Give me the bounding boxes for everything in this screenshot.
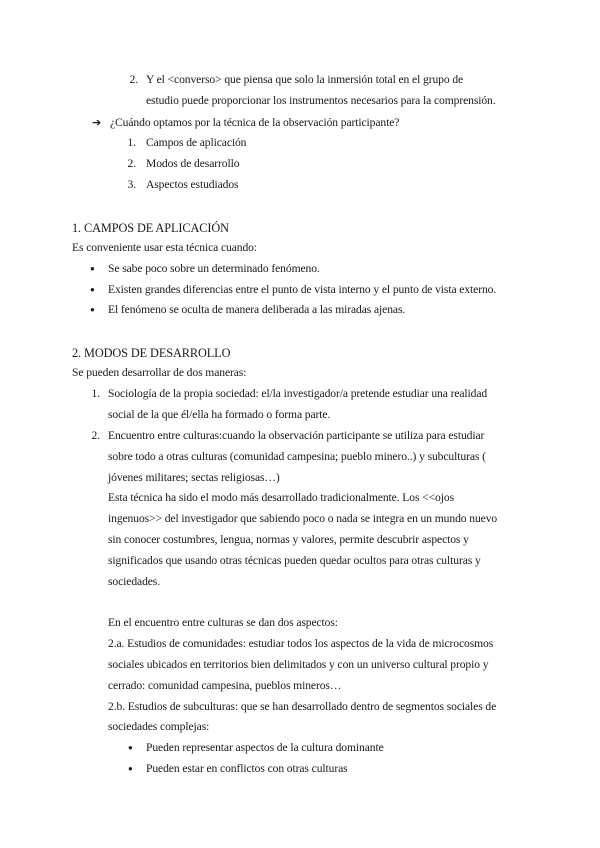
bullet-item: Se sabe poco sobre un determinado fenómeno. [108, 262, 320, 275]
list-number: 1. [127, 136, 136, 149]
list-item: Aspectos estudiados [146, 178, 239, 191]
aspect-a-line: cerrado: comunidad campesina, pueblos mineros… [108, 679, 342, 692]
list-number: 2. [127, 157, 136, 170]
list-item-text-line: ingenuos>> del investigador que sabiendo poco o nada se integra en un mundo nuevo [108, 512, 498, 525]
arrow-icon: ➔ [92, 116, 102, 129]
list-item: Campos de aplicación [146, 136, 247, 149]
list-number: 2. [91, 429, 100, 442]
aspect-b-line: 2.b. Estudios de subculturas: que se han desarrollado dentro de segmentos sociales de [108, 700, 497, 713]
bullet-icon: ● [128, 764, 133, 773]
list-number: 1. [91, 387, 100, 400]
list-item-text-line: estudio puede proporcionar los instrumentos necesarios para la comprensión. [146, 94, 496, 107]
list-item-text-line: social de la que él/ella ha formado o forma parte. [108, 408, 331, 421]
list-item-text-line: Esta técnica ha sido el modo más desarrollado tradicionalmente. Los <<ojos [108, 491, 454, 504]
aspects-intro: En el encuentro entre culturas se dan dos aspectos: [108, 616, 338, 629]
aspect-b-line: sociedades complejas: [108, 720, 210, 733]
list-item-text-line: Encuentro entre culturas:cuando la observación participante se utiliza para estudiar [108, 429, 485, 442]
bullet-icon: ● [128, 743, 133, 752]
list-item-text-line: sobre todo a otras culturas (comunidad campesina; pueblo minero..) y subculturas ( [108, 450, 486, 463]
list-item-text-line: Y el <converso> que piensa que solo la inmersión total en el grupo de [146, 73, 464, 86]
list-item-text-line: jóvenes militares; sectas religiosas…) [108, 471, 280, 484]
list-item-text-line: significados que usando otras técnicas pueden quedar ocultos para otras culturas y [108, 554, 481, 567]
question-text: ¿Cuándo optamos por la técnica de la observación participante? [110, 116, 400, 129]
section-intro: Es conveniente usar esta técnica cuando: [72, 241, 257, 254]
list-item-text-line: Sociología de la propia sociedad: el/la investigador/a pretende estudiar una realidad [108, 387, 488, 400]
bullet-icon: ● [90, 264, 95, 273]
aspect-a-line: 2.a. Estudios de comunidades: estudiar todos los aspectos de la vida de microcosmos [108, 637, 494, 650]
bullet-icon: ● [90, 285, 95, 294]
section-heading: 1. CAMPOS DE APLICACIÓN [72, 221, 229, 235]
bullet-item: Existen grandes diferencias entre el punto de vista interno y el punto de vista externo. [108, 283, 497, 296]
section-heading: 2. MODOS DE DESARROLLO [72, 346, 231, 360]
list-number: 3. [127, 178, 136, 191]
sub-bullet-item: Pueden estar en conflictos con otras culturas [146, 762, 348, 775]
bullet-icon: ● [90, 305, 95, 314]
sub-bullet-item: Pueden representar aspectos de la cultura dominante [146, 741, 384, 754]
section-intro: Se pueden desarrollar de dos maneras: [72, 366, 247, 379]
bullet-item: El fenómeno se oculta de manera deliberada a las miradas ajenas. [108, 303, 406, 316]
list-number: 2. [129, 73, 138, 86]
list-item-text-line: sociedades. [108, 575, 161, 588]
list-item-text-line: sin conocer costumbres, lengua, normas y valores, permite descubrir aspectos y [108, 533, 469, 546]
list-item: Modos de desarrollo [146, 157, 240, 170]
aspect-a-line: sociales ubicados en territorios bien delimitados y con un universo cultural propio y [108, 658, 489, 671]
